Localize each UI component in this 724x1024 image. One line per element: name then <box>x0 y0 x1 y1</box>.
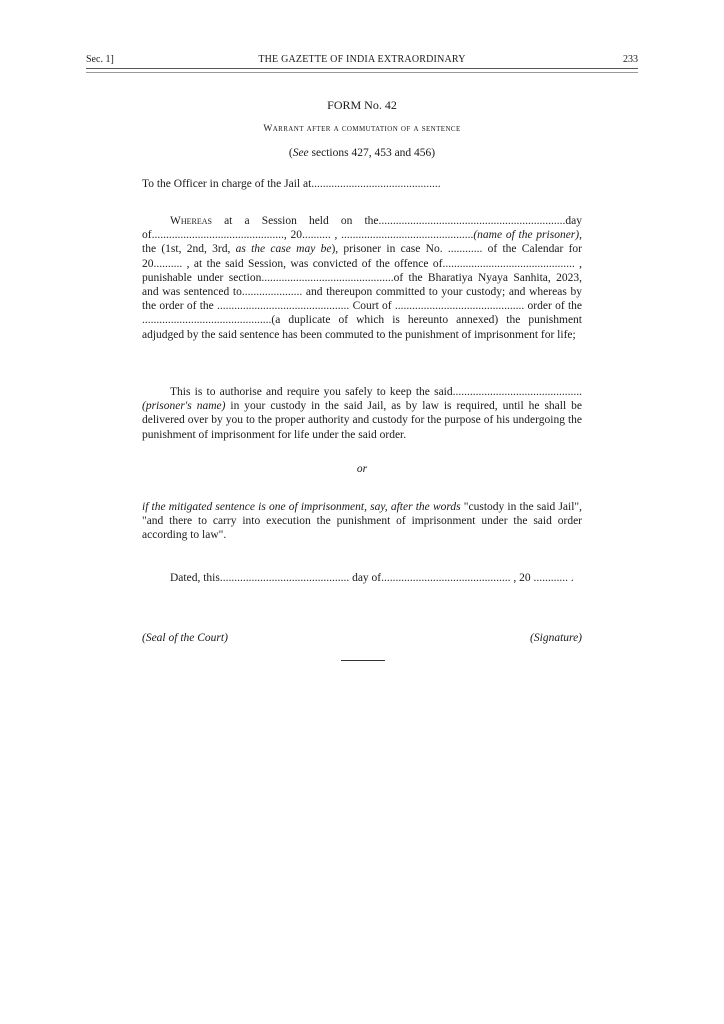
see-word: See <box>292 147 309 159</box>
form-number: FORM No. 42 <box>327 98 397 112</box>
p2-text-a: This is to authorise and require you safely to keep the said............................................. <box>170 386 582 398</box>
p3-italic-a: if the mitigated sentence is one of imprisonment, say, after the words <box>142 501 461 513</box>
dated-line: Dated, this............................................. day of............................................. , 20 ............ . <box>170 572 574 584</box>
paragraph-authorise <box>142 385 582 442</box>
seal-label: (Seal of the Court) <box>142 632 228 644</box>
p2-italic-a: (prisoner's name) <box>142 400 226 413</box>
addressee-line: To the Officer in charge of the Jail at............................................. <box>142 178 441 190</box>
p1-text-b: , the (1st, 2nd, 3rd, <box>142 229 582 256</box>
page-number: 233 <box>623 54 638 65</box>
p3-text-a: "custody in the said Jail", "and there to carry into execution the punishment of imprisonment under the said order according to law". <box>142 501 582 542</box>
form-reference <box>142 147 582 159</box>
header-rule <box>86 68 638 73</box>
gazette-title: THE GAZETTE OF INDIA EXTRAORDINARY <box>258 54 466 65</box>
see-open: ( <box>288 147 293 159</box>
see-sections: sections 427, 453 and 456) <box>308 147 436 159</box>
end-rule <box>341 660 385 661</box>
signature-label: (Signature) <box>530 632 582 644</box>
form-subtitle: Warrant after a commutation of a sentence <box>263 124 461 134</box>
p1-italic-a: (name of the prisoner) <box>473 229 580 242</box>
p1-text-a: at a Session held on the.................................................................day of.............................................., 20.......... , .............................................. <box>142 215 582 242</box>
p1-italic-b: as the case may be <box>235 243 332 256</box>
paragraph-alternative <box>142 500 582 543</box>
section-label: Sec. 1] <box>86 54 114 65</box>
paragraph-whereas <box>142 214 582 342</box>
or-separator: or <box>356 463 368 475</box>
whereas-word: Whereas <box>170 215 212 227</box>
p1-text-c: ), prisoner in case No. ............ of the Calendar for 20.......... , at the said Session, was convicted of the offence of.............................................. , punishable under section..............................................of the Bharatiya Nyaya Sanhita, 2023, and was sentenced to..................... and thereupon committed to your custody; and whereas by the order of the .............................................. Court of ............................................. order of the .............................................(a duplicate of which is hereunto annexed) the punishment adjudged by the said sentence has been commuted to the punishment of imprisonment for life; <box>142 243 582 341</box>
p2-text-b: in your custody in the said Jail, as by law is required, until he shall be delivered over by you to the proper authority and custody for the purpose of his undergoing the punishment of imprisonment for life under the said order. <box>142 400 582 441</box>
